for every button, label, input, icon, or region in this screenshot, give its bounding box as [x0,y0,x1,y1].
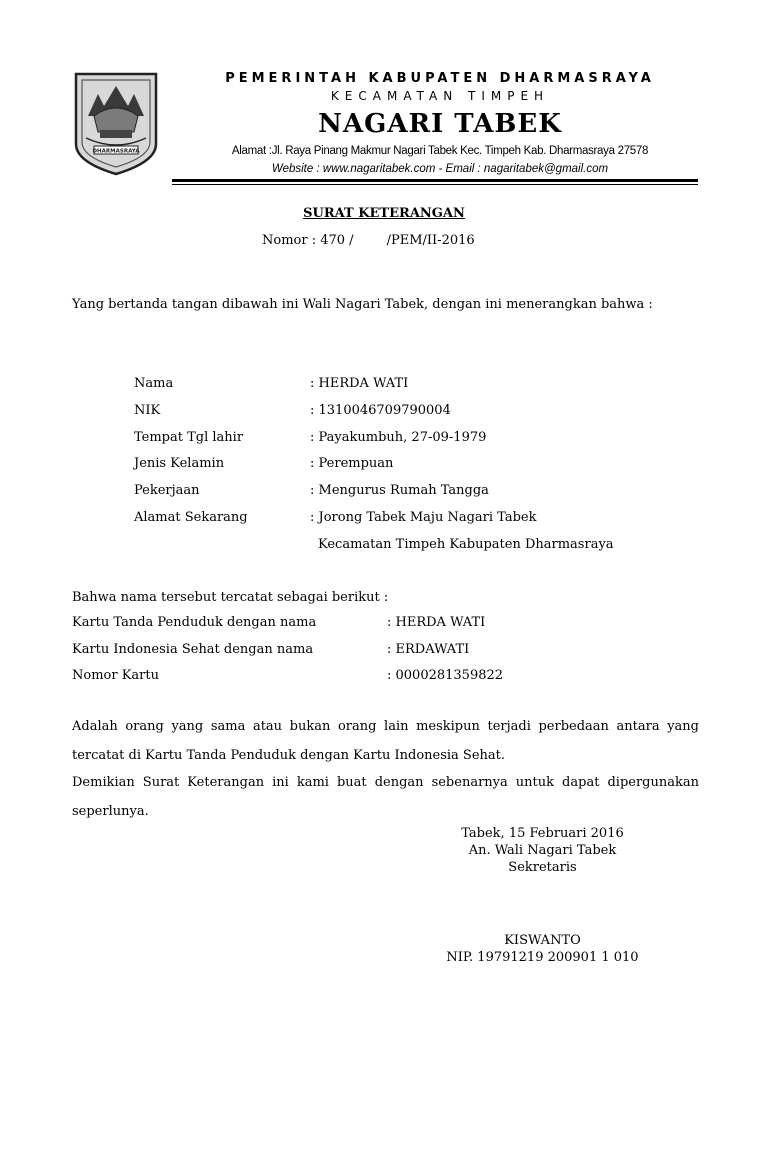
identity-value: : 1310046709790004 [310,403,451,418]
record-label: Kartu Indonesia Sehat dengan nama [72,642,314,657]
identity-label: Alamat Sekarang [134,510,248,525]
closing-paragraph-2: Demikian Surat Keterangan ini kami buat dengan sebenarnya untuk dapat dipergunakan seperlunya. [72,775,699,819]
identity-label: Tempat Tgl lahir [134,430,244,445]
regency-emblem-icon [74,72,158,176]
record-label: Kartu Tanda Penduduk dengan nama [72,615,317,630]
document-title: SURAT KETERANGAN [303,206,465,221]
identity-value: : Payakumbuh, 27-09-1979 [310,430,487,445]
signature-position: Sekretaris [508,860,577,875]
signatory [420,932,665,966]
signatory-name: KISWANTO [504,933,581,948]
signature-block [420,825,665,876]
signature-place-date: Tabek, 15 Februari 2016 [461,826,624,841]
identity-label: Jenis Kelamin [134,456,225,471]
letterhead-address: Alamat :Jl. Raya Pinang Makmur Nagari Tabek Kec. Timpeh Kab. Dharmasraya 27578 [231,145,649,157]
letterhead-divider-thin [172,184,698,185]
intro-paragraph: Yang bertanda tangan dibawah ini Wali Nagari Tabek, dengan ini menerangkan bahwa : [72,297,653,312]
identity-value: : HERDA WATI [310,376,409,391]
identity-value: : Perempuan [310,456,394,471]
identity-value: : Jorong Tabek Maju Nagari Tabek [310,510,537,525]
letterhead-divider-thick [172,179,698,182]
identity-value: : Mengurus Rumah Tangga [310,483,489,498]
identity-value-continuation: Kecamatan Timpeh Kabupaten Dharmasraya [318,537,614,552]
identity-label: Nama [134,376,174,391]
letterhead [170,70,710,178]
closing-paragraph-1: Adalah orang yang sama atau bukan orang lain meskipun terjadi perbedaan antara yang tercatat di Kartu Tanda Penduduk dengan Kartu Indonesia Sehat. [72,719,699,763]
records-heading: Bahwa nama tersebut tercatat sebagai berikut : [72,590,389,605]
letterhead-government: PEMERINTAH KABUPATEN DHARMASRAYA [225,71,655,86]
letterhead-district: KECAMATAN TIMPEH [330,89,550,103]
document-number: Nomor : 470 / /PEM/II-2016 [262,233,475,248]
signatory-nip: NIP. 19791219 200901 1 010 [446,950,639,965]
emblem-banner-text: DHARMASRAYA [92,148,140,155]
record-label: Nomor Kartu [72,668,159,683]
letterhead-contact: Website : www.nagaritabek.com - Email : nagaritabek@gmail.com [271,163,609,175]
signature-on-behalf: An. Wali Nagari Tabek [468,843,617,858]
identity-label: NIK [134,403,161,418]
letterhead-village: NAGARI TABEK [318,109,562,139]
identity-label: Pekerjaan [134,483,200,498]
record-value: : 0000281359822 [387,668,504,683]
record-value: : HERDA WATI [387,615,486,630]
record-value: : ERDAWATI [387,642,470,657]
